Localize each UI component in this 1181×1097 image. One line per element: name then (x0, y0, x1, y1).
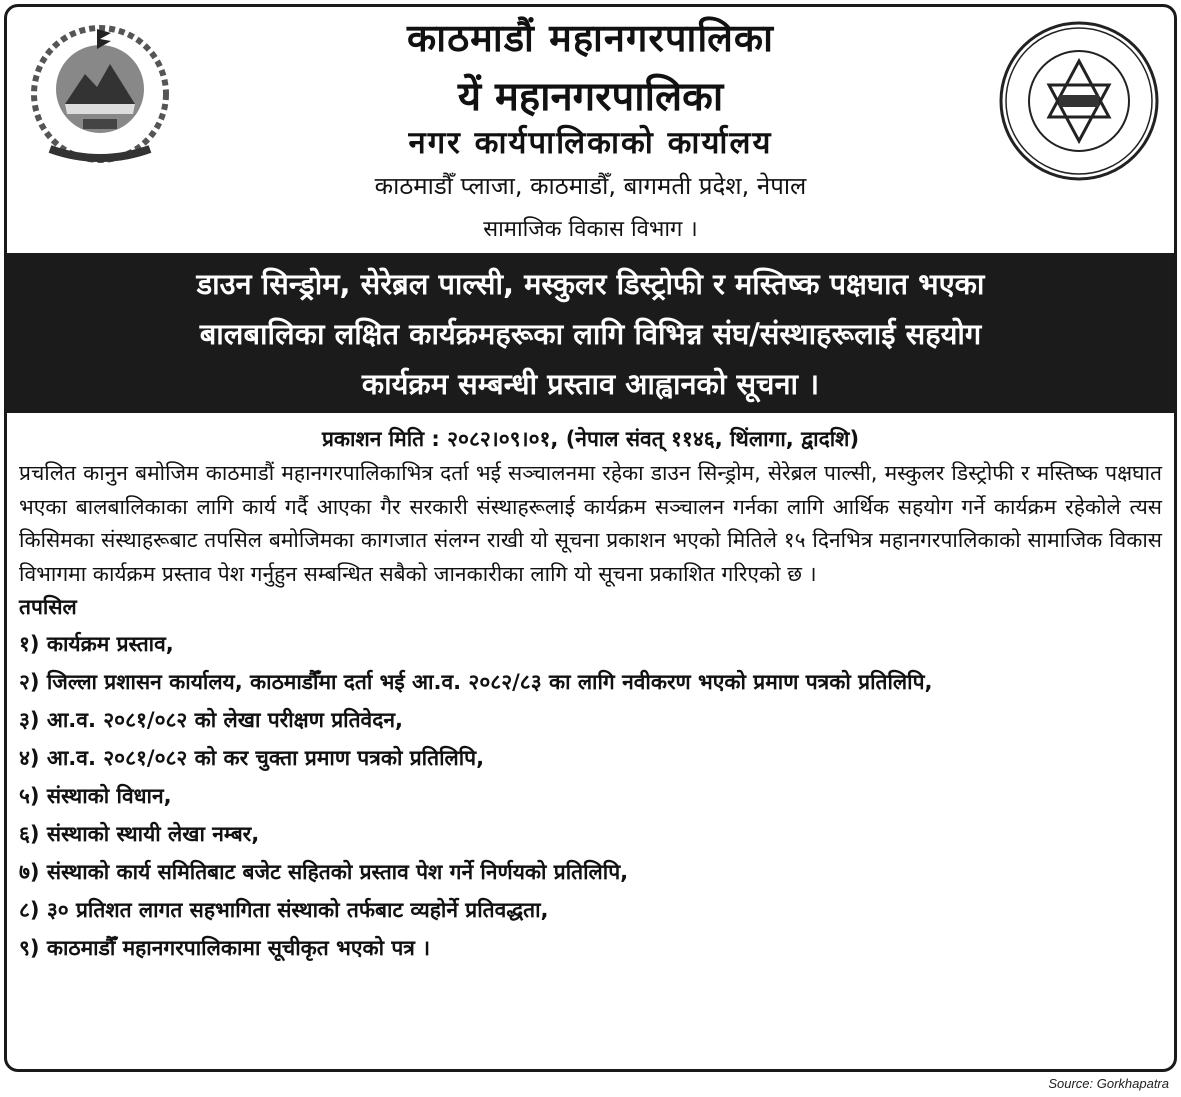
list-item: ३) आ.व. २०८१/०८२ को लेखा परीक्षण प्रतिवेदन, (19, 708, 404, 732)
list-item: ८) ३० प्रतिशत लागत सहभागिता संस्थाको तर्फबाट व्यहोर्ने प्रतिवद्धता, (19, 898, 549, 922)
office-address: काठमाडौँ प्लाजा, काठमाडौँ, बागमती प्रदेश, नेपाल (374, 172, 807, 200)
source-credit: Source: Gorkhapatra (1048, 1076, 1169, 1091)
list-item: ५) संस्थाको विधान, (19, 784, 172, 808)
notice-frame (4, 4, 1177, 1072)
list-item: २) जिल्ला प्रशासन कार्यालय, काठमाडौँमा दर्ता भई आ.व. २०८२/८३ का लागि नवीकरण भएको प्रमाण पत्रको प्रतिलिपि, (19, 670, 933, 694)
list-item: ९) काठमाडौँ महानगरपालिकामा सूचीकृत भएको पत्र । (19, 936, 431, 960)
department-name: सामाजिक विकास विभाग । (483, 217, 698, 242)
notice-title-line: कार्यक्रम सम्बन्धी प्रस्ताव आह्वानको सूचना । (361, 367, 820, 401)
notice-title-line: बालबालिका लक्षित कार्यक्रमहरूका लागि विभिन्न संघ/संस्थाहरूलाई सहयोग (199, 317, 982, 351)
notice-title-band (7, 253, 1174, 413)
notice-title-line: डाउन सिन्ड्रोम, सेरेब्रल पाल्सी, मस्कुलर डिस्ट्रोफी र मस्तिष्क पक्षघात भएका (196, 267, 985, 301)
list-item: ४) आ.व. २०८१/०८२ को कर चुक्ता प्रमाण पत्रको प्रतिलिपि, (19, 746, 485, 770)
tapsil-heading: तपसिल (19, 595, 77, 619)
publication-date: प्रकाशन मिति : २०८२।०९।०१, (नेपाल संवत् ११४६, थिंलागा, द्वादशि) (321, 427, 860, 451)
notice-header (7, 7, 1174, 253)
required-documents-list (19, 625, 1162, 967)
org-name: काठमाडौं महानगरपालिका (407, 16, 774, 60)
list-item: १) कार्यक्रम प्रस्ताव, (19, 632, 174, 656)
notice-body: प्रचलित कानुन बमोजिम काठमाडौं महानगरपालिकाभित्र दर्ता भई सञ्चालनमा रहेका डाउन सिन्ड्रोम, सेरेब्रल पाल्सी, मस्कुलर डिस्ट्रोफी र मस्तिष्क पक्षघात भएका बालबालिकाका लागि कार्य गर्दै आएका गैर सरकारी संस्थाहरूलाई कार्यक्रम सञ्चालन गर्नका लागि आर्थिक सहयोग गर्ने कार्यक्रम रहेकोले त्यस किसिमका संस्थाहरूबाट तपसिल बमोजिमका कागजात संलग्न राखी यो सूचना प्रकाशन भएको मितिले १५ दिनभित्र महानगरपालिकाको सामाजिक विकास विभागमा कार्यक्रम प्रस्ताव पेश गर्नुहुन सम्बन्धित सबैको जानकारीका लागि यो सूचना प्रकाशित गरिएको छ । (19, 461, 1162, 586)
list-item: ७) संस्थाको कार्य समितिबाट बजेट सहितको प्रस्ताव पेश गर्ने निर्णयको प्रतिलिपि, (19, 860, 629, 884)
org-name-nepal-bhasa: यें महानगरपालिका (457, 73, 724, 120)
list-item: ६) संस्थाको स्थायी लेखा नम्बर, (19, 822, 260, 846)
kathmandu-metropolitan-seal-icon (997, 19, 1162, 184)
office-name: नगर कार्यपालिकाको कार्यालय (408, 125, 773, 161)
